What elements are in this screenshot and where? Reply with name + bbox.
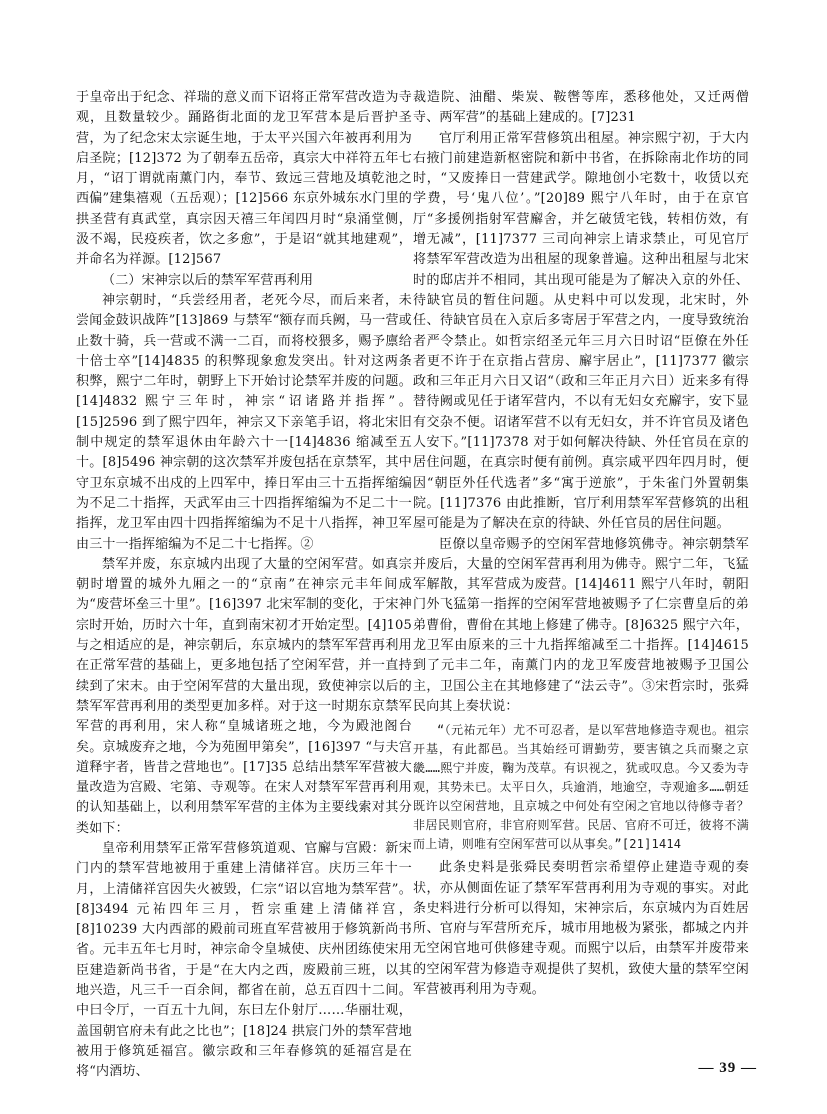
page-number: — 39 — [698,1060,757,1076]
left-column [76,88,412,1083]
paragraph: 禁军并废，东京城内出现了大量的空闲军营。如真宗朝时增置的城外九厢之一的“京南”在神宗元丰年间成为“废营坏垒三十里”。[16]397 北宋军制的变化，于宋神宗时开始，历时六十年，直到南宋初才开始定型。[4]105 与之相适应的是，神宗朝后，东京城内的禁军军营再利用在正常军营的基础上，更多地包括了空闲军营，并一直持续到了宋末。由于空闲军营的大量出现，致使神宗以后的禁军军营再利用的类型更加多样。对于这一时期东京禁军军营的再利用，宋人称“皇城诸班之地，今为殿池阁台矣。京城废弃之地，今为苑囿甲第矣”，[16]397 “与夫宫道释宇者，皆昔之营地也”。[17]35 总结出禁军军营被大量改造为宫殿、宅第、寺观等。在宋人对禁军军营再利用的认知基础上，以利用禁军军营的主体为主要线索对其分类如下： [76,556,412,836]
paragraph: 皇帝利用禁军正常军营修筑道观、官廨与宫殿：新宋门内的禁军营地被用于重建上清储祥宫。庆历三年十一月，上清储祥宫因失火被毁，仁宗“诏以宫地为禁军营”。[8]3494 元祐四年三月，哲宗重建上清储祥宫，[8]10239 大内西部的殿前司班直军营被用于修筑新尚书省。元丰五年七月时，神宗命令皇城使、庆州团练使宋用臣建造新尚书省，于是“在大内之西，废殿前三班，以其地兴造，凡三千一百余间，都省在前，总五百四十二间。中曰令厅，一百五十九间，东曰左仆射厅……华丽壮观，盖国朝官府未有此之比也”；[18]24 拱宸门外的禁军营地被用于修筑延福宫。徽宗政和三年春修筑的延福宫是在将“内酒坊、 [76,840,412,1080]
paragraph: 神宗朝时，“兵尝经用者，老死今尽，而后来者，未尝闻金鼓识战阵”[13]869 与禁军“额存而兵阙，马一营或止数十骑，兵一营或不满一二百，而将校猥多，赐予廪给十倍士卒”[14]4835 的积弊现象愈发突出。针对这两条积弊，熙宁二年时，朝野上下开始讨论禁军并废的问题。[14]4832 熙宁三年时，神宗“诏诸路并指挥”。[15]2596 到了熙宁四年，神宗又下亲笔手诏，将北宋旧制中规定的禁军退休由年龄六十一[14]4836 缩减至五十。[8]5496 神宗朝的这次禁军并废包括在京禁军，其中守卫东京城不出戍的上四军中，捧日军由三十五指挥缩编为不足二十指挥，天武军由三十四指挥缩编为不足二十一指挥，龙卫军由四十四指挥缩编为不足十八指挥，神卫军由三十一指挥缩编为不足二十七指挥。② [76,292,412,552]
paragraph: 臣僚以皇帝赐予的空闲军营地修筑佛寺。神宗朝禁军并废后，大量的空闲军营再利用为佛寺。熙宁二年，飞猛军解散，其军营成为废营。[14]4611 熙宁八年时，朝阳门外飞猛第一指挥的空闲军营地被赐予了仁宗曹皇后的弟弟曹佾，曹佾在其地上修建了佛寺。[8]6325 熙宁六年，龙卫军由原来的三十九指挥缩减至二十指挥。[14]4615 到了元丰二年，南薰门内的龙卫军废营地被赐予卫国公主，卫国公主在其地修建了“法云寺”。③宋哲宗时，张舜民向其上奏状说： [413,536,749,714]
paragraph: 于皇帝出于纪念、祥瑞的意义而下诏将正常军营改造为寺观，且数量较少。踊路街北面的龙卫军营本是后晋护圣营，为了纪念宋太宗诞生地，于太平兴国六年被再利用为启圣院；[12]372 为了朝奉五岳帝，真宗大中祥符五年七月，“诏丁谓就南薰门内，奉节、致远三营地及填乾池之西偏”建集禧观（五岳观）；[12]566 东京外城东水门里的拱圣营有真武堂，真宗因天禧三年闰四月时“泉涌堂侧，汲不竭，民疫疾者，饮之多愈”，于是诏“就其地建观”，并命名为祥源。[12]567 [76,90,412,268]
block-quote: “（元祐元年）尤不可忍者，是以军营地修造寺观也。祖宗开基，有此都邑。当其始经可谓勤劳，要害镇之兵而聚之京畿……熙宁并废，鞠为茂草。有识视之，犹或叹息。今又委为寺观，其势未已。太平日久，兵逾消，地逾空，寺观逾多……朝廷既许以空闲营地，且京城之中何处有空闲之官地以待修寺者？非居民则官府，非官府则军营。民居、官府不可迁，彼将不满而上请，则唯有空闲军营可以从事矣。”[21]1414 [413,723,749,852]
right-column [413,88,749,1000]
paragraph: 此条史料是张舜民奏明哲宗希望停止建造寺观的奏状，亦从侧面佐证了禁军军营再利用为寺观的事实。对此条史料进行分析可以得知，宋神宗后，东京城内为百姓居所、官府与军营所充斥，城市用地极为紧张，都城之内并无空闲官地可供修建寺观。而熙宁以后，由禁军并废带来的空闲军营为修造寺观提供了契机，致使大量的禁军空闲军营被再利用为寺观。 [413,860,749,997]
paragraph: 裁造院、油醋、柴炭、鞍辔等库，悉移他处，又迁两僧寺、两军营”的基础上建成的。[7]231 [413,90,749,126]
paragraph: 官厅利用正常军营修筑出租屋。神宗熙宁初，于大内右掖门前建造新枢密院和新中书省，在拆除南北作坊的同时，“又废捧日一营建武学。隙地创小宅数十，收赁以充学费，号‘鬼八位’。”[20]89 熙宁八年时，由于在京官厅“多援例指射军营廨舍，并乞破赁宅钱，转相仿效，有增无减”，[11]7377 三司向神宗上请求禁止，可见官厅将禁军军营改造为出租屋的现象普遍。这种出租屋与北宋时的邸店并不相同，其出现可能是为了解决入京的外任、待缺官员的暂住问题。从史料中可以发现，北宋时，外任、待缺官员在入京后多寄居于军营之内，一度导致统治者严令禁止。如哲宗绍圣元年三月六日时诏“臣僚在外任者更不许于在京指占营房、廨宇居止”，[11]7377 徽宗政和三年正月六日又诏“（政和三年正月六日）近来多有得替待阙或见任于诸军营内，不以有无妇女充廨宇，安下显有交杂不便。诏诸军营不以有无妇女，并不许官员及诸色人安下。”[11]7378 对于如何解决待缺、外任官员在京的居住问题，在真宗时便有前例。真宗咸平四年四月时，便因“朝臣外任代选者”多“寓于逆旅”，于朱雀门外置朝集院。[11]7376 由此推断，官厅利用禁军军营修筑的出租屋可能是为了解决在京的待缺、外任官员的居住问题。 [413,130,749,532]
section-heading: （二）宋神宗以后的禁军军营再利用 [102,272,314,288]
